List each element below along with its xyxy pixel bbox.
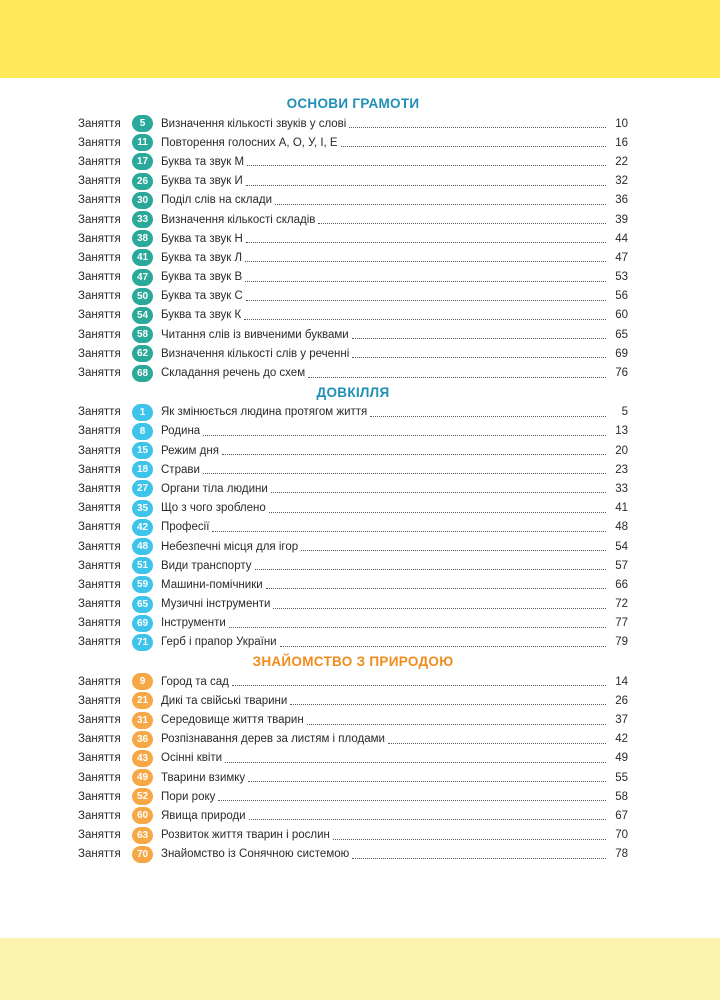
dot-leader <box>275 204 606 205</box>
toc-row <box>78 556 628 575</box>
lesson-label: Заняття <box>78 251 121 264</box>
lesson-number-badge: 26 <box>132 173 153 190</box>
lesson-label: Заняття <box>78 155 121 168</box>
lesson-number-badge: 35 <box>132 500 153 517</box>
lesson-label: Заняття <box>78 502 121 515</box>
lesson-title: Види транспорту <box>161 559 252 572</box>
lesson-label: Заняття <box>78 733 121 746</box>
dot-leader <box>370 416 606 417</box>
toc-row <box>78 826 628 845</box>
lesson-title: Родина <box>161 425 201 438</box>
lesson-label: Заняття <box>78 271 121 284</box>
page-number: 60 <box>615 309 628 322</box>
dot-leader <box>349 127 606 128</box>
page-number: 14 <box>615 675 628 688</box>
page-number: 77 <box>615 617 628 630</box>
dot-leader <box>203 435 606 436</box>
lesson-label: Заняття <box>78 790 121 803</box>
section-environment <box>78 384 628 652</box>
lesson-label: Заняття <box>78 848 121 861</box>
lesson-title: Небезпечні місця для ігор <box>161 540 299 553</box>
lesson-title: Осінні квіти <box>161 752 223 765</box>
lesson-number-badge: 31 <box>132 712 153 729</box>
page-number: 10 <box>615 117 628 130</box>
toc-row <box>78 210 628 229</box>
page-number: 20 <box>615 444 628 457</box>
dot-leader <box>246 185 606 186</box>
page-number: 36 <box>615 194 628 207</box>
toc-row <box>78 691 628 710</box>
dot-leader <box>218 800 606 801</box>
lesson-title: Тварини взимку <box>161 771 246 784</box>
dot-leader <box>246 300 606 301</box>
toc-row <box>78 768 628 787</box>
lesson-number-badge: 5 <box>132 115 153 132</box>
page-number: 49 <box>615 752 628 765</box>
lesson-number-badge: 49 <box>132 769 153 786</box>
page-number: 41 <box>615 502 628 515</box>
lesson-label: Заняття <box>78 194 121 207</box>
lesson-number-badge: 58 <box>132 326 153 343</box>
lesson-label: Заняття <box>78 232 121 245</box>
toc-row <box>78 633 628 652</box>
lesson-number-badge: 62 <box>132 345 153 362</box>
dot-leader <box>318 223 606 224</box>
lesson-label: Заняття <box>78 540 121 553</box>
page-number: 33 <box>615 482 628 495</box>
lesson-number-badge: 15 <box>132 442 153 459</box>
page-number: 48 <box>615 521 628 534</box>
lesson-title: Середовище життя тварин <box>161 714 304 727</box>
page-number: 32 <box>615 175 628 188</box>
lesson-title: Дикі та свійські тварини <box>161 694 288 707</box>
lesson-number-badge: 52 <box>132 788 153 805</box>
toc-row <box>78 363 628 382</box>
lesson-number-badge: 36 <box>132 731 153 748</box>
lesson-number-badge: 33 <box>132 211 153 228</box>
dot-leader <box>308 377 606 378</box>
page-number: 79 <box>615 636 628 649</box>
lesson-label: Заняття <box>78 771 121 784</box>
toc-row <box>78 806 628 825</box>
dot-leader <box>388 743 606 744</box>
section-title: ДОВКІЛЛЯ <box>316 384 390 400</box>
page-number: 70 <box>615 829 628 842</box>
toc-row <box>78 518 628 537</box>
lesson-title: Буква та звук Н <box>161 232 243 245</box>
section-rows <box>78 672 628 864</box>
toc-row <box>78 422 628 441</box>
lesson-number-badge: 42 <box>132 519 153 536</box>
lesson-title: Буква та звук В <box>161 271 243 284</box>
lesson-label: Заняття <box>78 328 121 341</box>
toc-row <box>78 730 628 749</box>
lesson-title: Машини-помічники <box>161 578 263 591</box>
page-number: 58 <box>615 790 628 803</box>
lesson-label: Заняття <box>78 636 121 649</box>
lesson-title: Буква та звук Л <box>161 251 243 264</box>
toc-row <box>78 287 628 306</box>
lesson-number-badge: 1 <box>132 404 153 421</box>
lesson-number-badge: 71 <box>132 634 153 651</box>
lesson-number-badge: 38 <box>132 230 153 247</box>
toc-row <box>78 787 628 806</box>
page-number: 72 <box>615 598 628 611</box>
dot-leader <box>255 569 607 570</box>
toc-row <box>78 114 628 133</box>
lesson-title: Город та сад <box>161 675 229 688</box>
lesson-number-badge: 47 <box>132 269 153 286</box>
lesson-number-badge: 18 <box>132 461 153 478</box>
page-number: 22 <box>615 155 628 168</box>
dot-leader <box>352 858 606 859</box>
lesson-label: Заняття <box>78 117 121 130</box>
lesson-label: Заняття <box>78 714 121 727</box>
dot-leader <box>341 146 606 147</box>
lesson-number-badge: 17 <box>132 153 153 170</box>
page-number: 78 <box>615 848 628 861</box>
lesson-title: Знайомство із Сонячною системою <box>161 848 350 861</box>
toc-row <box>78 499 628 518</box>
page-number: 53 <box>615 271 628 284</box>
lesson-title: Розвиток життя тварин і рослин <box>161 829 330 842</box>
lesson-title: Професії <box>161 521 210 534</box>
toc-row <box>78 441 628 460</box>
dot-leader <box>333 839 606 840</box>
lesson-title: Явища природи <box>161 809 246 822</box>
lesson-label: Заняття <box>78 598 121 611</box>
dot-leader <box>247 165 606 166</box>
lesson-title: Буква та звук С <box>161 290 243 303</box>
lesson-label: Заняття <box>78 482 121 495</box>
lesson-label: Заняття <box>78 425 121 438</box>
lesson-title: Музичні інструменти <box>161 598 271 611</box>
section-rows <box>78 114 628 383</box>
page-number: 26 <box>615 694 628 707</box>
page-number: 65 <box>615 328 628 341</box>
dot-leader <box>246 242 606 243</box>
toc-row <box>78 325 628 344</box>
toc-row <box>78 403 628 422</box>
lesson-label: Заняття <box>78 367 121 380</box>
lesson-title: Визначення кількості звуків у слові <box>161 117 347 130</box>
dot-leader <box>266 588 606 589</box>
lesson-number-badge: 51 <box>132 557 153 574</box>
lesson-number-badge: 63 <box>132 827 153 844</box>
dot-leader <box>229 627 606 628</box>
lesson-number-badge: 60 <box>132 807 153 824</box>
lesson-title: Пори року <box>161 790 216 803</box>
dot-leader <box>352 338 606 339</box>
lesson-title: Визначення кількості слів у реченні <box>161 347 350 360</box>
dot-leader <box>232 685 606 686</box>
page-number: 39 <box>615 213 628 226</box>
dot-leader <box>244 319 606 320</box>
lesson-label: Заняття <box>78 213 121 226</box>
lesson-title: Повторення голосних А, О, У, І, Е <box>161 136 338 149</box>
page-number: 57 <box>615 559 628 572</box>
lesson-label: Заняття <box>78 406 121 419</box>
toc-row <box>78 133 628 152</box>
page-number: 37 <box>615 714 628 727</box>
dot-leader <box>269 512 606 513</box>
lesson-number-badge: 43 <box>132 750 153 767</box>
toc-row <box>78 614 628 633</box>
page-number: 13 <box>615 425 628 438</box>
lesson-number-badge: 21 <box>132 692 153 709</box>
page-number: 47 <box>615 251 628 264</box>
lesson-title: Буква та звук М <box>161 155 245 168</box>
lesson-label: Заняття <box>78 809 121 822</box>
toc-row <box>78 749 628 768</box>
page-number: 54 <box>615 540 628 553</box>
lesson-label: Заняття <box>78 347 121 360</box>
dot-leader <box>352 357 606 358</box>
dot-leader <box>301 550 606 551</box>
lesson-label: Заняття <box>78 521 121 534</box>
toc-row <box>78 152 628 171</box>
section-nature <box>78 653 628 864</box>
toc-row <box>78 672 628 691</box>
section-rows <box>78 403 628 652</box>
page-number: 5 <box>621 406 628 419</box>
lesson-label: Заняття <box>78 752 121 765</box>
dot-leader <box>225 762 606 763</box>
lesson-number-badge: 41 <box>132 249 153 266</box>
lesson-title: Органи тіла людини <box>161 482 268 495</box>
lesson-title: Як змінюється людина протягом життя <box>161 406 368 419</box>
lesson-title: Що з чого зроблено <box>161 502 266 515</box>
lesson-label: Заняття <box>78 559 121 572</box>
lesson-number-badge: 59 <box>132 576 153 593</box>
lesson-label: Заняття <box>78 309 121 322</box>
lesson-number-badge: 50 <box>132 288 153 305</box>
toc-row <box>78 268 628 287</box>
dot-leader <box>245 261 606 262</box>
toc-row <box>78 172 628 191</box>
lesson-label: Заняття <box>78 578 121 591</box>
lesson-title: Визначення кількості складів <box>161 213 316 226</box>
toc-row <box>78 344 628 363</box>
dot-leader <box>290 704 606 705</box>
lesson-number-badge: 65 <box>132 596 153 613</box>
lesson-number-badge: 27 <box>132 480 153 497</box>
dot-leader <box>248 781 606 782</box>
lesson-title: Буква та звук К <box>161 309 242 322</box>
lesson-number-badge: 11 <box>132 134 153 151</box>
page-number: 55 <box>615 771 628 784</box>
lesson-number-badge: 69 <box>132 615 153 632</box>
lesson-title: Складання речень до схем <box>161 367 306 380</box>
lesson-label: Заняття <box>78 617 121 630</box>
lesson-label: Заняття <box>78 829 121 842</box>
lesson-title: Розпізнавання дерев за листям і плодами <box>161 733 385 746</box>
page-number: 69 <box>615 347 628 360</box>
lesson-number-badge: 9 <box>132 673 153 690</box>
lesson-label: Заняття <box>78 290 121 303</box>
toc-row <box>78 460 628 479</box>
dot-leader <box>249 819 606 820</box>
lesson-title: Поділ слів на склади <box>161 194 272 207</box>
lesson-title: Інструменти <box>161 617 226 630</box>
toc-row <box>78 479 628 498</box>
bottom-scallop-edge <box>0 929 720 947</box>
page-number: 16 <box>615 136 628 149</box>
page-number: 56 <box>615 290 628 303</box>
lesson-number-badge: 70 <box>132 846 153 863</box>
section-basics-of-literacy <box>78 95 628 383</box>
dot-leader <box>307 724 606 725</box>
lesson-number-badge: 30 <box>132 192 153 209</box>
toc-row <box>78 248 628 267</box>
dot-leader <box>273 608 606 609</box>
page-number: 42 <box>615 733 628 746</box>
toc-row <box>78 306 628 325</box>
lesson-label: Заняття <box>78 175 121 188</box>
lesson-number-badge: 48 <box>132 538 153 555</box>
section-title: ОСНОВИ ГРАМОТИ <box>286 96 420 111</box>
dot-leader <box>271 492 606 493</box>
toc-row <box>78 229 628 248</box>
page-number: 66 <box>615 578 628 591</box>
lesson-label: Заняття <box>78 444 121 457</box>
page-number: 44 <box>615 232 628 245</box>
page-number: 67 <box>615 809 628 822</box>
toc-row <box>78 595 628 614</box>
toc-row <box>78 710 628 729</box>
lesson-title: Читання слів із вивченими буквами <box>161 328 349 341</box>
top-scallop-edge <box>0 69 720 87</box>
lesson-label: Заняття <box>78 675 121 688</box>
table-of-contents <box>78 94 628 864</box>
lesson-label: Заняття <box>78 463 121 476</box>
top-decorative-band <box>0 0 720 78</box>
toc-row <box>78 845 628 864</box>
lesson-label: Заняття <box>78 136 121 149</box>
lesson-number-badge: 54 <box>132 307 153 324</box>
toc-row <box>78 191 628 210</box>
dot-leader <box>203 473 606 474</box>
lesson-number-badge: 8 <box>132 423 153 440</box>
bottom-decorative-band <box>0 938 720 1000</box>
dot-leader <box>222 454 606 455</box>
toc-row <box>78 537 628 556</box>
lesson-title: Режим дня <box>161 444 219 457</box>
dot-leader <box>212 531 606 532</box>
dot-leader <box>280 646 606 647</box>
lesson-title: Страви <box>161 463 200 476</box>
section-title: ЗНАЙОМСТВО З ПРИРОДОЮ <box>252 654 454 670</box>
toc-row <box>78 575 628 594</box>
page-number: 76 <box>615 367 628 380</box>
lesson-title: Буква та звук И <box>161 175 243 188</box>
lesson-number-badge: 68 <box>132 365 153 382</box>
lesson-title: Герб і прапор України <box>161 636 277 649</box>
page-number: 23 <box>615 463 628 476</box>
lesson-label: Заняття <box>78 694 121 707</box>
dot-leader <box>245 281 606 282</box>
